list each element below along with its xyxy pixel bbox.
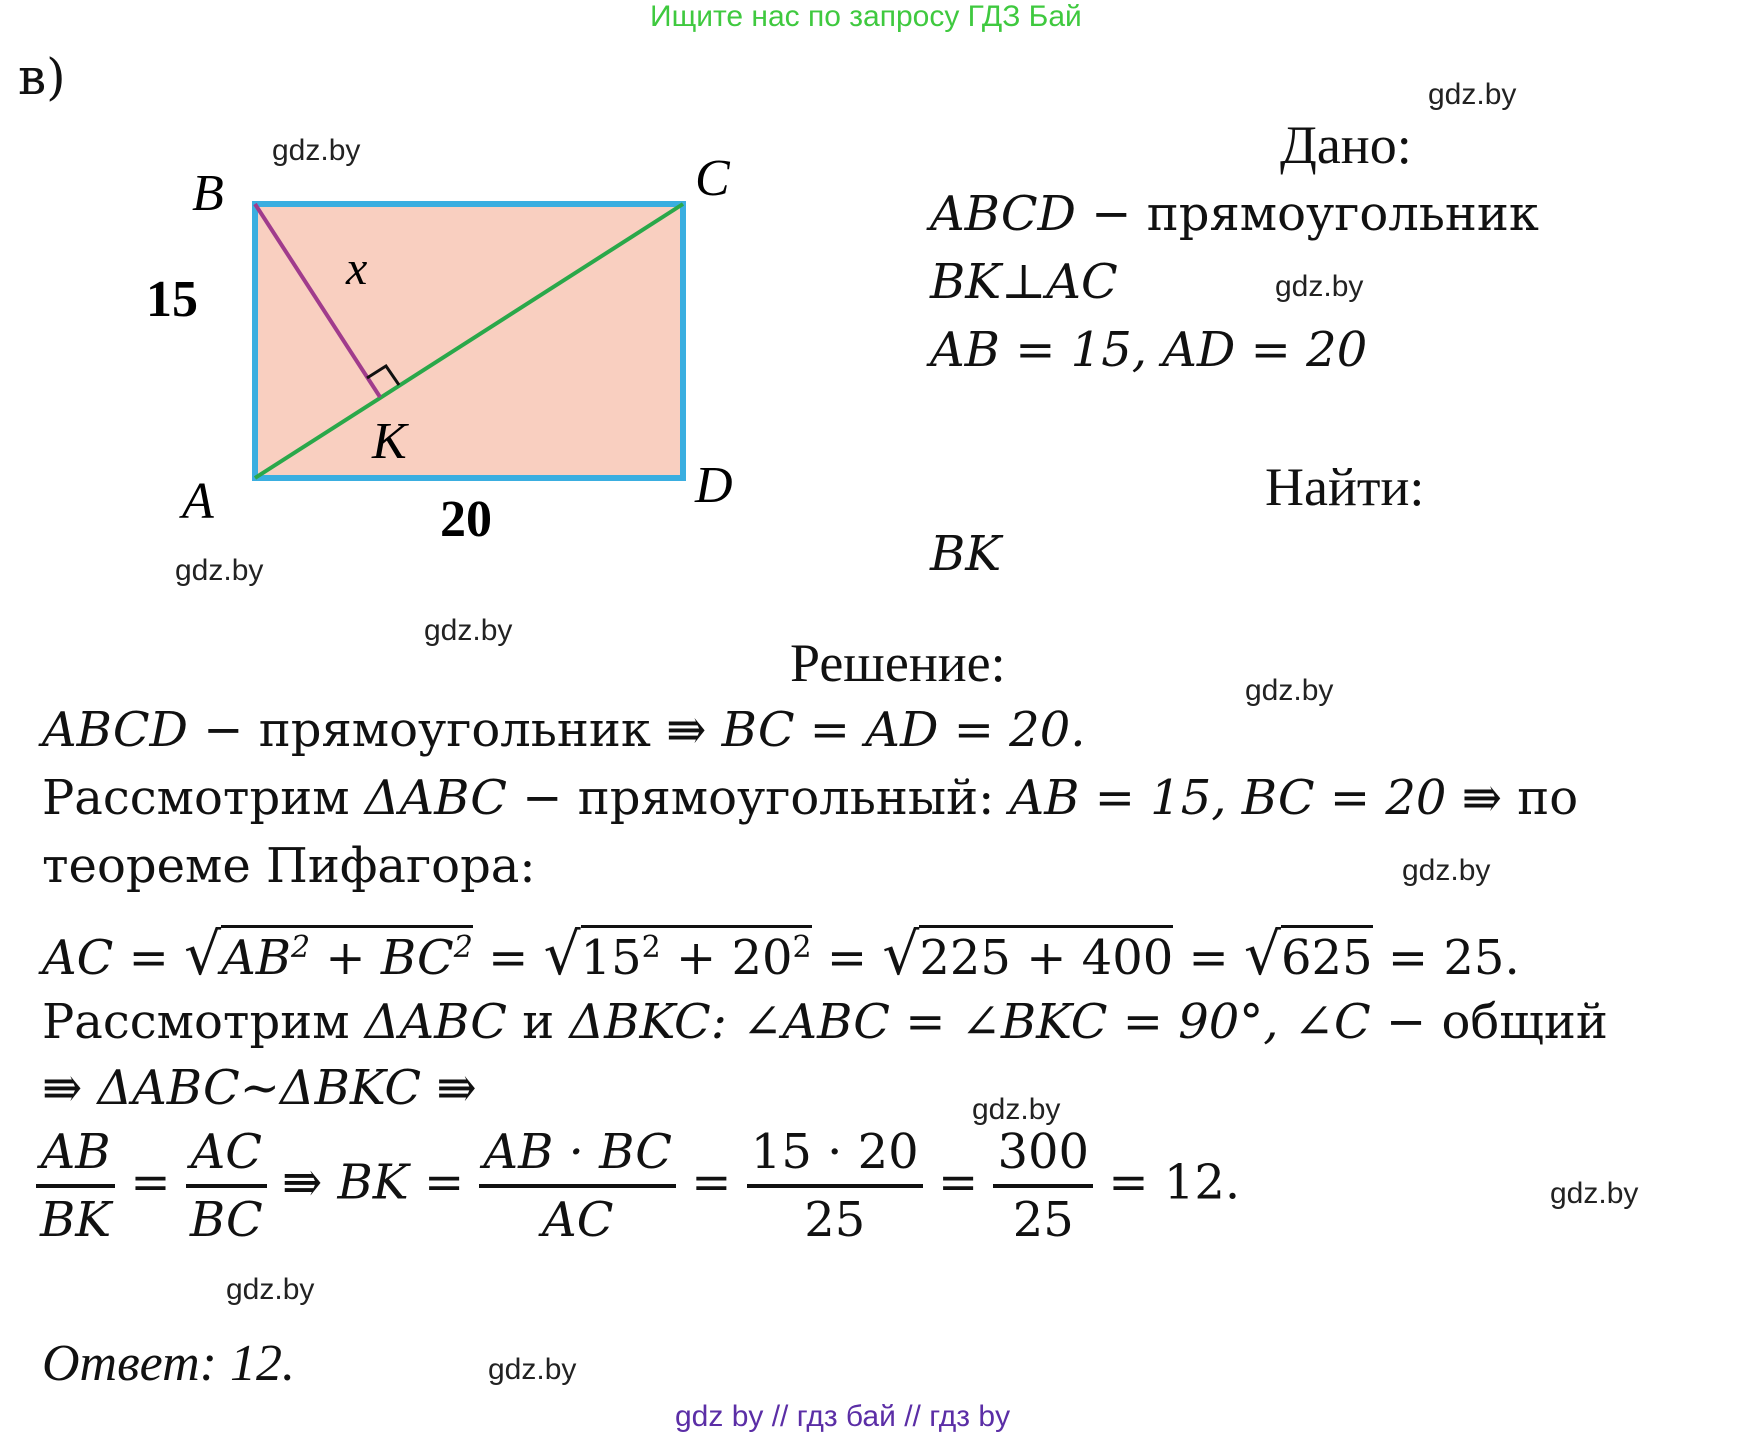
watermark: gdz.by [1402,854,1491,887]
bc-eq-ad: BC = AD = 20. [721,702,1086,758]
solution-heading: Решение: [790,633,1006,693]
given-rect-text: − прямоугольник [1076,186,1539,242]
side-label-ab: 15 [146,271,198,328]
similarity-line: ⇛ ΔABC~ΔBKC ⇛ [42,1060,477,1116]
implies-symbol: ⇛ [282,1154,338,1211]
fraction-numerator: 15 · 20 [750,1124,919,1180]
implies-text: ⇛ по [1446,770,1579,826]
fraction-line [36,1124,1240,1248]
fraction-numeric-1 [747,1124,923,1248]
common-angle-text: − общий [1370,994,1608,1050]
solution-line-5 [42,994,1608,1050]
sqrt-icon: √ [184,920,222,988]
equals-sign: = [691,1154,732,1211]
right-triangle-text: − прямоугольный: [507,770,1010,826]
triangle-abc: ΔABC [364,770,507,826]
find-value: BK [930,526,1002,582]
fraction-denominator: BK [36,1184,115,1248]
fraction-denominator: 25 [747,1184,923,1248]
given-ac: AC [1046,254,1118,310]
sqrt-expr-1: $AB^2 + BC^2$ [221,925,473,986]
sqrt-icon: √ [543,920,581,988]
given-line-3: AB = 15, AD = 20 [930,322,1368,378]
fraction-denominator: AC [479,1184,676,1248]
find-heading: Найти: [1265,457,1425,517]
watermark: gdz.by [226,1273,315,1306]
sqrt-icon: √ [882,920,920,988]
fraction-numeric-2 [993,1124,1093,1248]
given-rect-name: ABCD [930,186,1077,242]
bk-symbol: BK [337,1154,409,1211]
watermark: gdz.by [1428,78,1517,111]
consider-text: Рассмотрим [42,770,365,826]
watermark: gdz.by [175,554,264,587]
fraction-numerator: 300 [997,1124,1090,1180]
sqrt-expr-3: 225 + 400 [919,925,1173,986]
watermark: gdz.by [1245,674,1334,707]
watermark: gdz.by [272,134,361,167]
given-bk: BK [930,254,1002,310]
fraction-abbc-ac [479,1124,676,1248]
equals-sign: = [472,930,544,986]
equals-sign: = [937,1154,979,1211]
watermark: gdz.by [1550,1177,1639,1210]
vertex-label-a: A [182,473,214,530]
triangle-abc: ΔABC [364,994,507,1050]
given-heading: Дано: [1280,115,1412,175]
sqrt-expr-4: 625 [1281,925,1373,986]
rect-text: − прямоугольник ⇛ [188,702,722,758]
segment-label-x: x [346,242,368,295]
rect-name: ABCD [42,702,189,758]
vertex-label-c: C [695,150,730,207]
sqrt-expr-2: $15^2 + 20^2$ [581,925,812,986]
fraction-ab-bk [36,1124,115,1248]
fraction-numerator: AB [40,1124,111,1180]
fraction-numerator: AB · BC [483,1124,673,1180]
side-label-ad: 20 [440,491,492,548]
answer: Ответ: 12. [42,1335,295,1392]
equals-sign: = [130,1154,171,1211]
and-text: и [507,994,570,1050]
consider-text: Рассмотрим [42,994,365,1050]
fraction-numerator: AC [190,1124,263,1180]
triangle-bkc: ΔBKC [569,994,711,1050]
point-label-k: K [372,413,407,470]
ac-symbol: AC [42,930,114,986]
equals-sign: = [423,1154,465,1211]
watermark: gdz.by [1275,270,1364,303]
equals-sign: = [1173,930,1245,986]
watermark: gdz.by [488,1353,577,1386]
solution-line-3: теореме Пифагора: [42,838,536,894]
perpendicular-symbol: ⊥ [1001,254,1047,310]
vertex-label-d: D [695,457,733,514]
fraction-denominator: 25 [993,1184,1093,1248]
solution-line-2 [42,770,1578,826]
equals-sign: = [113,930,185,986]
sqrt-icon: √ [1244,920,1281,988]
given-line-1 [930,186,1539,242]
bk-result: = 12. [1093,1154,1241,1211]
solution-line-1 [42,702,1086,758]
side-values: AB = 15, BC = 20 [1009,770,1447,826]
vertex-label-b: B [192,165,224,222]
part-label: в) [18,48,66,106]
equals-sign: = [811,930,883,986]
footer-links[interactable]: gdz by // гдз бай // гдз by [675,1400,1011,1433]
fraction-ac-bc [186,1124,267,1248]
pythagoras-line [42,920,1520,988]
angle-expr: : ∠ABC = ∠BKC = 90°, ∠C [710,994,1371,1050]
ac-result: = 25. [1372,930,1520,986]
rectangle-figure [140,140,780,560]
watermark: gdz.by [972,1093,1061,1126]
search-banner: Ищите нас по запросу ГДЗ Бай [650,0,1082,33]
watermark: gdz.by [424,614,513,647]
given-line-2 [930,254,1118,310]
fraction-denominator: BC [186,1184,267,1248]
